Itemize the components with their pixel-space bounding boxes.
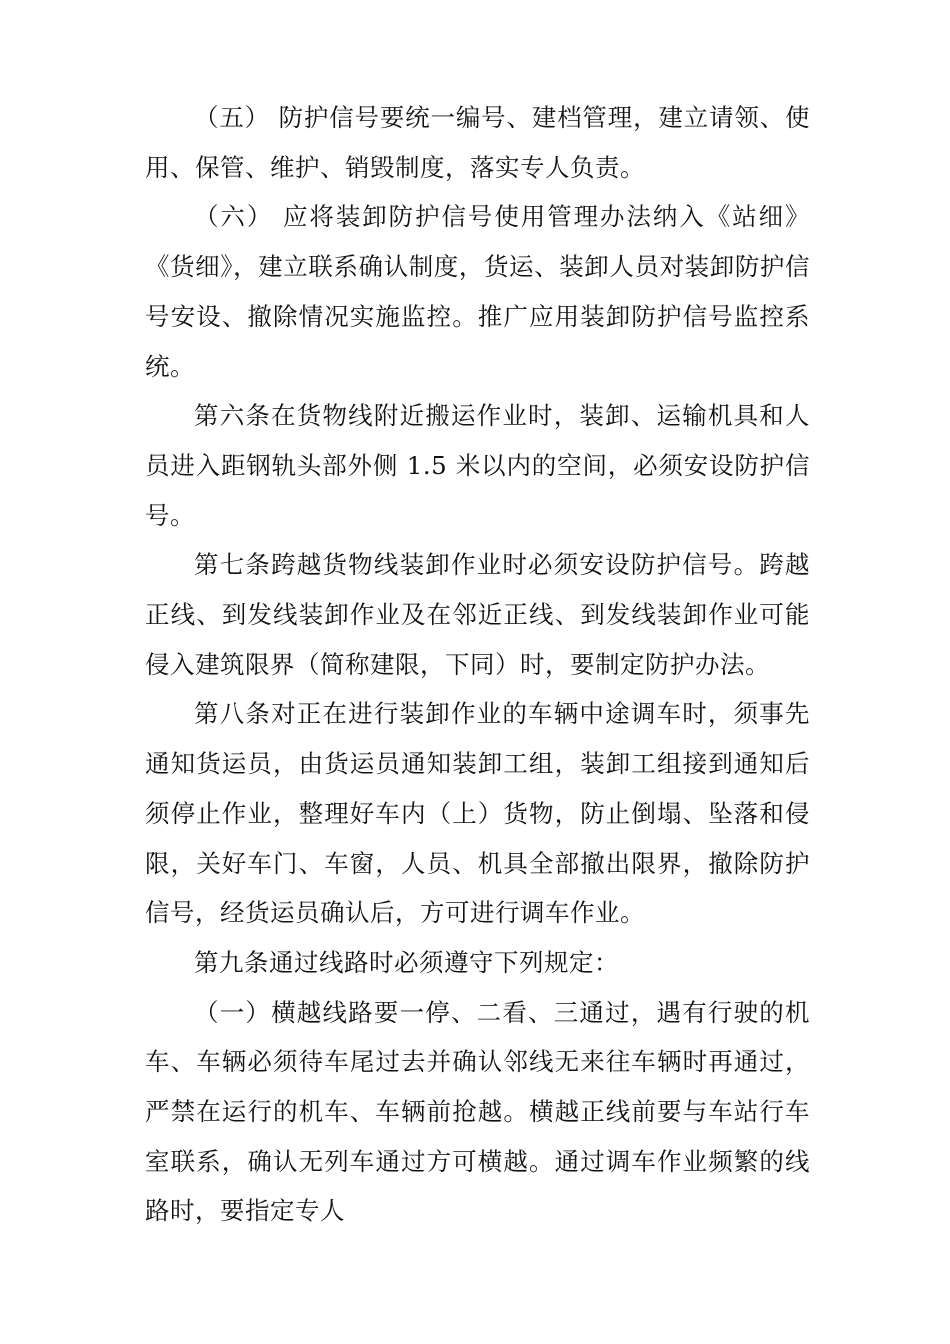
paragraph-5: （五） 防护信号要统一编号、建档管理，建立请领、使用、保管、维护、销毁制度，落实专人负责。 bbox=[145, 103, 810, 182]
paragraph-6: （六） 应将装卸防护信号使用管理办法纳入《站细》《货细》，建立联系确认制度，货运、装卸人员对装卸防护信号安设、撤除情况实施监控。推广应用装卸防护信号监控系统。 bbox=[145, 202, 810, 381]
article-7: 第七条跨越货物线装卸作业时必须安设防护信号。跨越正线、到发线装卸作业及在邻近正线、到发线装卸作业可能侵入建筑限界（简称建限，下同）时，要制定防护办法。 bbox=[145, 550, 810, 679]
article-6: 第六条在货物线附近搬运作业时，装卸、运输机具和人员进入距钢轨头部外侧 1.5 米以内的空间，必须安设防护信号。 bbox=[145, 401, 810, 530]
article-9: 第九条通过线路时必须遵守下列规定： bbox=[194, 947, 619, 977]
article-8: 第八条对正在进行装卸作业的车辆中途调车时，须事先通知货运员，由货运员通知装卸工组，装卸工组接到通知后须停止作业，整理好车内（上）货物，防止倒塌、坠落和侵限，关好车门、车窗，人员、机具全部撤出限界，撤除防护信号，经货运员确认后，方可进行调车作业。 bbox=[145, 699, 810, 928]
article-9-item-1: （一）横越线路要一停、二看、三通过，遇有行驶的机车、车辆必须待车尾过去并确认邻线无来往车辆时再通过，严禁在运行的机车、车辆前抢越。横越正线前要与车站行车室联系，确认无列车通过方可横越。通过调车作业频繁的线路时，要指定专人 bbox=[145, 997, 810, 1226]
document-body bbox=[145, 93, 810, 1236]
